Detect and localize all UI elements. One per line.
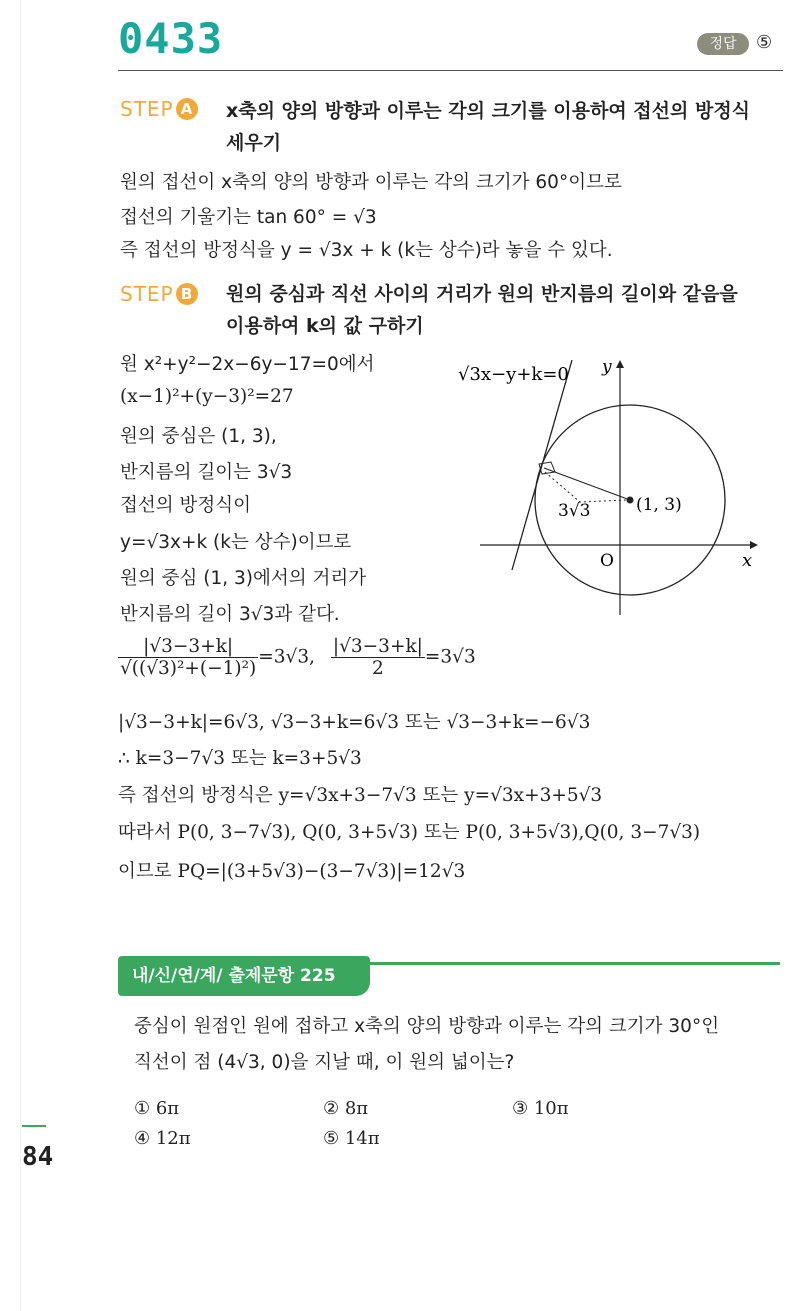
radius-segment: [544, 468, 630, 500]
step-b-title: 원의 중심과 직선 사이의 거리가 원의 반지름의 길이와 같음을 이용하여 k의 값 구하기: [226, 283, 738, 337]
linked-question-line-1: 중심이 원점인 원에 접하고 x축의 양의 방향과 이루는 각의 크기가 30°인: [134, 1016, 720, 1037]
header-rule: [118, 70, 783, 71]
step-b-line-5: 접선의 방정식이: [120, 495, 251, 516]
y-axis-label: y: [602, 357, 612, 377]
linked-question-line-2: 직선이 점 (4√3, 0)을 지날 때, 이 원의 넓이는?: [134, 1052, 515, 1073]
step-a-line-3: 즉 접선의 방정식을 y = √3x + k (k는 상수)라 놓을 수 있다.: [120, 240, 613, 261]
dotted-guide: [545, 472, 626, 502]
radius-label: 3√3: [558, 501, 591, 521]
step-b-line-8: 반지름의 길이 3√3과 같다.: [120, 604, 340, 625]
distance-fraction-1: $\frac{|√3-3+k|}{\text{√((√3)²+(−1)²)}}$: [120, 636, 257, 679]
step-b-line-4: 반지름의 길이는 3√3: [120, 462, 293, 483]
choice-5: ⑤ 14π: [323, 1128, 380, 1149]
step-b-tail-4: 따라서 P(0, 3−7√3), Q(0, 3+5√3) 또는 P(0, 3+5√3),Q(0, 3−7√3): [118, 822, 701, 843]
step-b-line-6: y=√3x+k (k는 상수)이므로: [120, 532, 352, 553]
linked-problem-banner: 내/신/연/계/ 출제문항 225: [118, 956, 370, 996]
choice-2: ② 8π: [323, 1098, 369, 1119]
origin-label: O: [600, 551, 614, 571]
step-b-line-1: 원 x²+y²−2x−6y−17=0에서: [120, 354, 375, 375]
step-b-line-3: 원의 중심은 (1, 3),: [120, 426, 277, 447]
x-axis-label: x: [742, 550, 753, 571]
center-point: [627, 497, 634, 504]
step-a-line-2: 접선의 기울기는 tan 60° = √3: [120, 207, 377, 228]
choice-4: ④ 12π: [134, 1128, 191, 1149]
step-a-title: x축의 양의 방향과 이루는 각의 크기를 이용하여 접선의 방정식 세우기: [226, 100, 751, 154]
y-axis-arrow-icon: [616, 360, 624, 368]
step-b-letter: B: [176, 283, 198, 305]
step-b-tail-2: ∴ k=3−7√3 또는 k=3+5√3: [118, 748, 362, 769]
step-b-line-7: 원의 중심 (1, 3)에서의 거리가: [120, 568, 367, 589]
page-number: 84: [22, 1142, 54, 1172]
circle-tangent-diagram: [450, 350, 780, 630]
answer-value: ⑤: [756, 32, 773, 53]
choice-3: ③ 10π: [512, 1098, 569, 1119]
banner-rule: [370, 962, 780, 965]
step-b-tail-5: 이므로 PQ=|(3+5√3)−(3−7√3)|=12√3: [118, 861, 466, 882]
tangent-equation-label: √3x−y+k=0: [458, 364, 569, 385]
choice-1: ① 6π: [134, 1098, 180, 1119]
page-margin-line: [20, 0, 21, 1311]
step-b-tail-3: 즉 접선의 방정식은 y=√3x+3−7√3 또는 y=√3x+3+5√3: [118, 785, 603, 806]
x-axis-arrow-icon: [750, 541, 758, 549]
tangent-line: [512, 360, 572, 570]
step-a-letter: A: [176, 98, 198, 120]
problem-number: 0433: [118, 14, 224, 63]
step-b-label: STEP B: [120, 282, 198, 306]
distance-equation: $\frac{|√3-3+k|}{\text{√((√3)²+(−1)²)}}$ =3√3, $\frac{|√3-3+k|}{2}$ =3√3: [120, 636, 476, 679]
step-a-line-1: 원의 접선이 x축의 양의 방향과 이루는 각의 크기가 60°이므로: [120, 172, 622, 193]
step-b-tail-1: |√3−3+k|=6√3, √3−3+k=6√3 또는 √3−3+k=−6√3: [118, 712, 591, 733]
distance-fraction-2: $\frac{|√3-3+k|}{2}$: [332, 636, 423, 679]
center-label: (1, 3): [636, 495, 682, 515]
step-a-label: STEP A: [120, 97, 198, 121]
answer-badge: 정답: [697, 33, 749, 55]
page-number-rule: [22, 1125, 46, 1127]
step-b-line-2: (x−1)²+(y−3)²=27: [120, 386, 294, 407]
